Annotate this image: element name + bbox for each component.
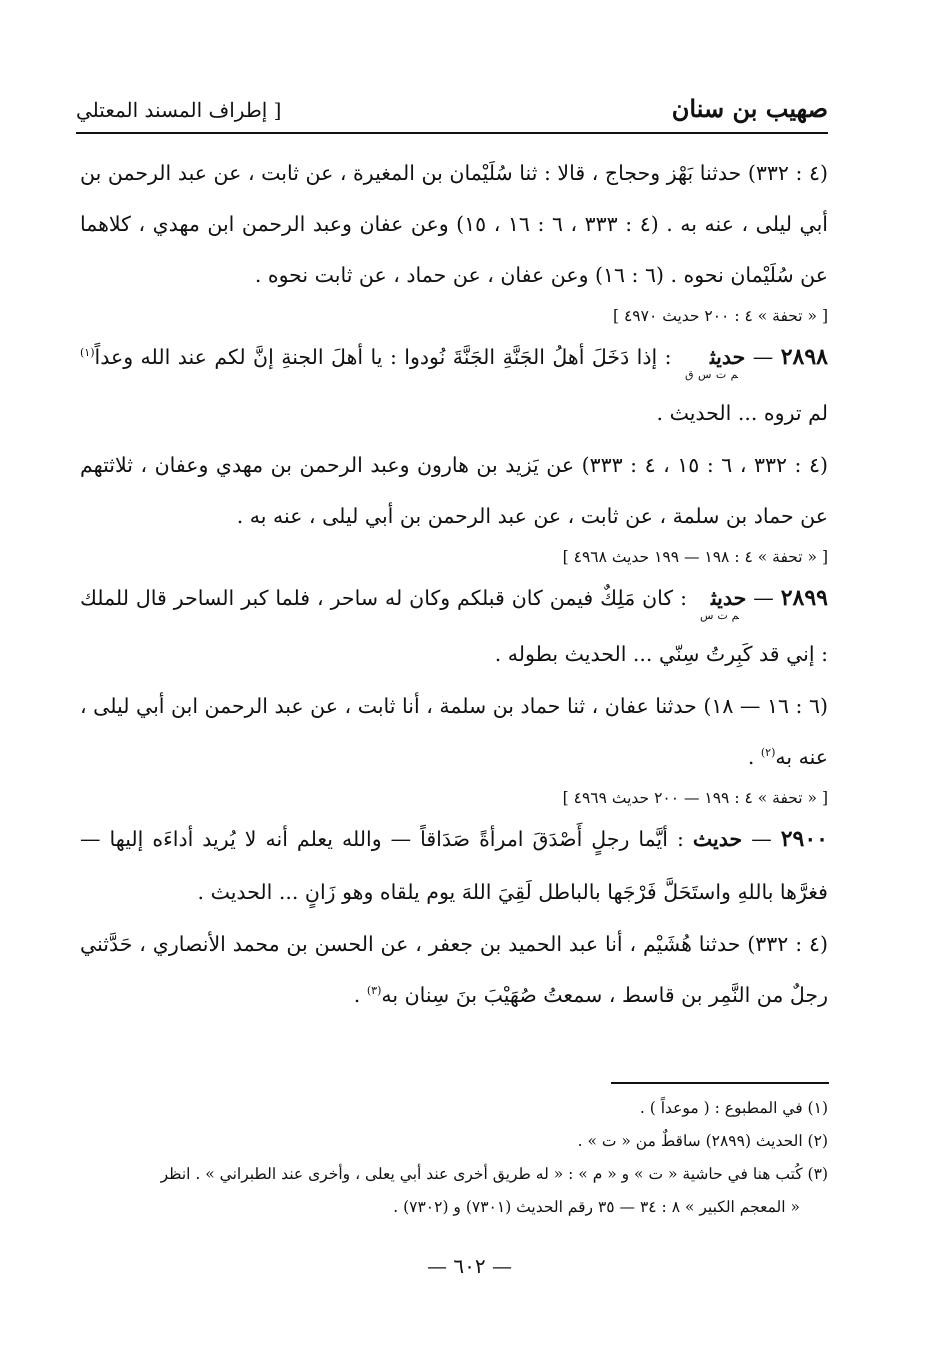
hadith-text: : كان مَلِكٌ فيمن كان قبلكم وكان له ساحر ، فلما كبر الساحر قال للملك : إني قد كَبِرتُ سِنّي ... الحديث بطوله . — [80, 586, 828, 666]
hadith-sigla: م ت س — [700, 609, 739, 622]
hadith-keyword: حديث — [692, 827, 743, 851]
text-paragraph: (٤ : ٣٣٢) حدثنا هُشَيْم ، أنا عبد الحميد بن جعفر ، عن الحسن بن محمد الأنصاري ، حَدَّثني رجلٌ من النَّمِر بن قاسط ، سمعتُ صُهَيْبَ بنَ سِنان به$^{(٣)}$ . — [80, 932, 828, 1007]
hadith-entry: ٢٨٩٩ — حديث$_{م ت س}$ : كان مَلِكٌ فيمن كان قبلكم وكان له ساحر ، فلما كبر الساحر قال للملك : إني قد كَبِرتُ سِنّي ... الحديث بطوله . — [80, 585, 828, 666]
hadith-text: : أيَّما رجلٍ أَصْدَقَ امرأةً صَدَاقاً — والله يعلم أنه لا يُريد أداءَه إليها — فغرَّها باللهِ واستَحَلَّ فَرْجَها بالباطل لَقِيَ اللهَ يوم يلقاه وهو زَانٍ ... الحديث . — [80, 827, 828, 904]
footnote: (٣) كُتب هنا في حاشية « ت » و « م » : « له طريق أخرى عند أبي يعلى ، وأخرى عند الطبراني » . انظر — [160, 1165, 828, 1183]
tuhfa-reference: [ « تحفة » ٤ : ١٩٩ — ٢٠٠ حديث ٤٩٦٩ ] — [562, 789, 828, 807]
hadith-keyword: حديث — [710, 586, 747, 610]
tuhfa-reference: [ « تحفة » ٤ : ٢٠٠ حديث ٤٩٧٠ ] — [613, 307, 828, 325]
hadith-text: : إذا دَخَلَ أهلُ الجَنَّةِ الجَنَّةَ نُودوا : يا أهلَ الجنةِ إنَّ لكم عند الله وعداً — [94, 345, 672, 369]
hadith-entry: ٢٨٩٨ — حديث$_{م ت س ق}$ : إذا دَخَلَ أهلُ الجَنَّةِ الجَنَّةَ نُودوا : يا أهلَ الجنةِ إنَّ لكم عند الله وعداً$^{(١)}$ لم تروه ... الحديث . — [80, 344, 828, 425]
tuhfa-reference: [ « تحفة » ٤ : ١٩٨ — ١٩٩ حديث ٤٩٦٨ ] — [562, 548, 828, 566]
header-chapter-title: صهيب بن سنان — [671, 94, 828, 123]
main-text — [80, 148, 828, 1021]
page-number: — ٦٠٢ — — [427, 1254, 512, 1278]
hadith-number: ٢٨٩٩ — [780, 585, 828, 611]
hadith-entry: ٢٩٠٠ — حديث : أيَّما رجلٍ أَصْدَقَ امرأةً صَدَاقاً — والله يعلم أنه لا يُريد أداءَه إليها — فغرَّها باللهِ واستَحَلَّ فَرْجَها بالباطل لَقِيَ اللهَ يوم يلقاه وهو زَانٍ ... الحديث . — [80, 826, 828, 904]
running-header — [76, 92, 828, 134]
footnote-marker: (١) — [80, 346, 95, 360]
footnotes — [80, 1092, 828, 1224]
footnote: (١) في المطبوع : ( موعداً ) . — [639, 1099, 828, 1117]
text-paragraph: (٤ : ٣٣٢ ، ٦ : ١٥ ، ٤ : ٣٣٣) عن يَزيد بن هارون وعبد الرحمن بن مهدي وعفان ، ثلاثتهم عن حماد بن سلمة ، عن ثابت ، عن عبد الرحمن بن أبي ليلى ، عنه به . — [80, 453, 828, 528]
text-paragraph: (٦ : ١٦ — ١٨) حدثنا عفان ، ثنا حماد بن سلمة ، أنا ثابت ، عن عبد الرحمن ابن أبي ليلى ، عنه به$^{(٢)}$ . — [80, 694, 828, 769]
hadith-number: ٢٨٩٨ — [780, 344, 828, 370]
footnote-continuation: « المعجم الكبير » ٨ : ٣٤ — ٣٥ رقم الحديث (٧٣٠١) و (٧٣٠٢) . — [393, 1198, 800, 1216]
footnote-marker: (٣) — [366, 984, 382, 998]
hadith-sigla: م ت س ق — [685, 368, 738, 381]
header-book-title: [ إطراف المسند المعتلي — [76, 98, 282, 122]
footnote-marker: (٢) — [760, 746, 776, 760]
footnote: (٢) الحديث (٢٨٩٩) ساقطٌ من « ت » . — [577, 1132, 828, 1150]
text-paragraph: (٤ : ٣٣٢) حدثنا بَهْز وحجاج ، قالا : ثنا سُلَيْمان بن المغيرة ، عن ثابت ، عن عبد الرحمن بن أبي ليلى ، عنه به . (٤ : ٣٣٣ ، ٦ : ١٦ ، ١٥) وعن عفان وعبد الرحمن ابن مهدي ، كلاهما عن سُلَيْمان نحوه . (٦ : ١٦) وعن عفان ، عن حماد ، عن ثابت نحوه . — [80, 161, 828, 287]
hadith-number: ٢٩٠٠ — [780, 826, 828, 852]
footnote-divider — [611, 1082, 829, 1084]
hadith-keyword: حديث — [709, 345, 746, 369]
